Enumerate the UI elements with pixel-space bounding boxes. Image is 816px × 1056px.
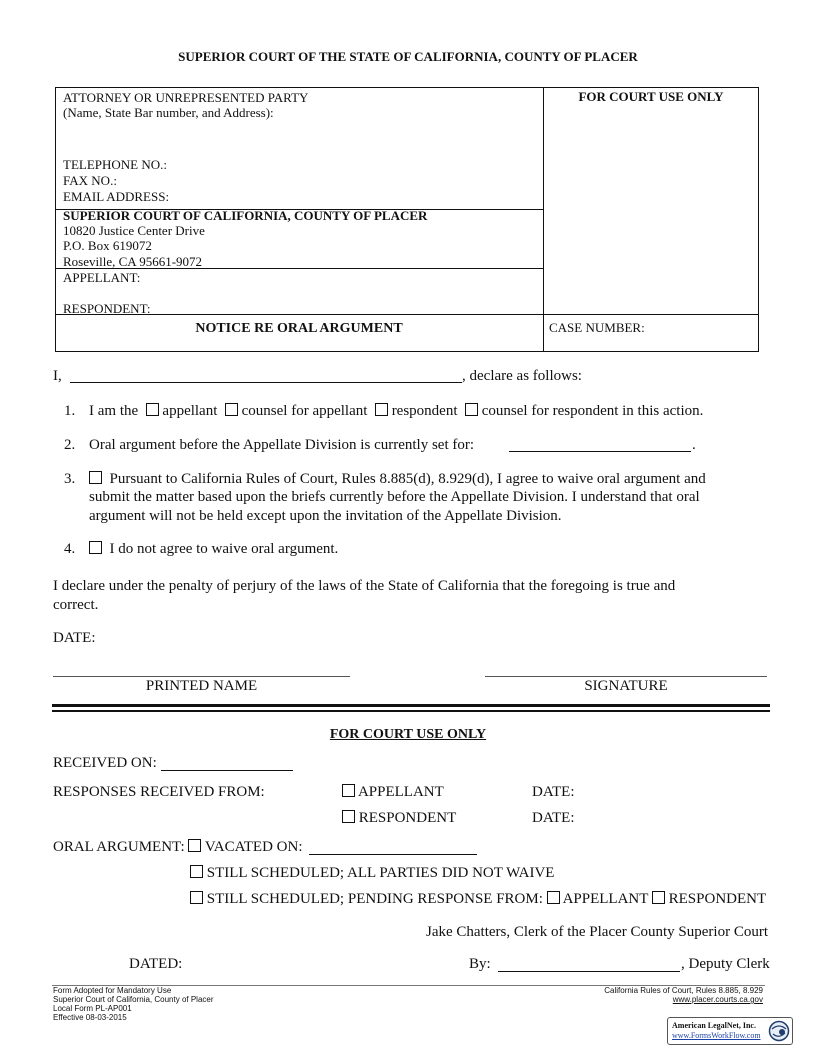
counsel-respondent-checkbox[interactable]	[465, 403, 478, 416]
telephone-label: TELEPHONE NO.:	[63, 157, 167, 172]
declarant-name-field[interactable]	[70, 382, 462, 383]
attorney-label: ATTORNEY OR UNREPRESENTED PARTY	[63, 90, 309, 105]
appellant-checkbox[interactable]	[146, 403, 159, 416]
counsel-respondent-label: counsel for respondent in this action.	[481, 403, 704, 419]
fax-label: FAX NO.:	[63, 173, 117, 188]
footer-left-4: Effective 08-03-2015	[53, 1013, 127, 1022]
footer-left-1: Form Adopted for Mandatory Use	[53, 986, 172, 995]
received-on-label: RECEIVED ON:	[53, 755, 157, 771]
response-date-2-label: DATE:	[532, 810, 575, 826]
response-appellant-checkbox[interactable]	[342, 784, 355, 797]
vacated-on-label: VACATED ON:	[204, 839, 303, 855]
item-3-line-3: argument will not be held except upon the invitation of the Appellate Division.	[89, 508, 562, 524]
form-title: NOTICE RE ORAL ARGUMENT	[195, 321, 403, 336]
oral-argument-date-field[interactable]	[509, 451, 691, 452]
responses-from-label: RESPONSES RECEIVED FROM:	[53, 784, 265, 800]
logo-company-name: American LegalNet, Inc.	[672, 1021, 756, 1030]
court-use-only-label: FOR COURT USE ONLY	[578, 89, 724, 104]
footer-left-3: Local Form PL-AP001	[53, 1004, 132, 1013]
respondent-checkbox[interactable]	[375, 403, 388, 416]
item-3-number: 3.	[64, 471, 76, 487]
counsel-appellant-label: counsel for appellant	[241, 403, 368, 419]
item-1-number: 1.	[64, 403, 76, 419]
declarant-prefix: I,	[53, 368, 62, 384]
deputy-clerk-label: , Deputy Clerk	[681, 956, 770, 972]
appellant-option-label: appellant	[162, 403, 218, 419]
legalnet-logo[interactable]	[667, 1017, 793, 1045]
case-number-label: CASE NUMBER:	[549, 320, 645, 335]
waive-checkbox[interactable]	[89, 471, 102, 484]
item-3-line-1-row	[89, 471, 706, 488]
item-2-period: .	[692, 437, 696, 453]
declare-suffix: , declare as follows:	[462, 368, 582, 384]
response-date-1-label: DATE:	[532, 784, 575, 800]
footer-right-1: California Rules of Court, Rules 8.885, 8.929	[604, 986, 763, 995]
still-pending-label: STILL SCHEDULED; PENDING RESPONSE FROM:	[206, 891, 543, 907]
pending-respondent-checkbox[interactable]	[652, 891, 665, 904]
still-no-waive-label: STILL SCHEDULED; ALL PARTIES DID NOT WAIVE	[206, 865, 555, 881]
respondent-label: RESPONDENT:	[63, 301, 151, 316]
court-address-3: Roseville, CA 95661-9072	[63, 254, 203, 269]
footer-right-2[interactable]: www.placer.courts.ca.gov	[672, 995, 763, 1004]
court-address-1: 10820 Justice Center Drive	[63, 223, 205, 238]
item-1-row	[89, 403, 703, 420]
oral-argument-row	[53, 839, 303, 856]
court-address-2: P.O. Box 619072	[63, 238, 152, 253]
response-appellant-row	[342, 784, 444, 801]
item-4-number: 4.	[64, 541, 76, 557]
perjury-line-1: I declare under the penalty of perjury of the laws of the State of California that the foregoing is true and	[53, 578, 676, 594]
pending-appellant-checkbox[interactable]	[547, 891, 560, 904]
item-2-number: 2.	[64, 437, 76, 453]
page-title: SUPERIOR COURT OF THE STATE OF CALIFORNIA, COUNTY OF PLACER	[178, 49, 638, 64]
item-3-line-2: submit the matter based upon the briefs currently before the Appellate Division. I understand that oral	[89, 489, 700, 505]
item-4-row	[89, 541, 338, 558]
still-pending-row	[190, 891, 766, 908]
court-name: SUPERIOR COURT OF CALIFORNIA, COUNTY OF PLACER	[63, 208, 428, 223]
deputy-clerk-signature-field[interactable]	[498, 971, 680, 972]
appellant-label: APPELLANT:	[63, 270, 141, 285]
by-label: By:	[469, 956, 491, 972]
logo-website: www.FormsWorkFlow.com	[672, 1031, 761, 1040]
still-no-waive-row	[190, 865, 554, 882]
not-waive-checkbox[interactable]	[89, 541, 102, 554]
still-no-waive-checkbox[interactable]	[190, 865, 203, 878]
email-label: EMAIL ADDRESS:	[63, 189, 170, 204]
printed-name-field[interactable]	[53, 676, 350, 677]
dated-label: DATED:	[129, 956, 183, 972]
response-respondent-checkbox[interactable]	[342, 810, 355, 823]
vacated-checkbox[interactable]	[188, 839, 201, 852]
caption-divider	[543, 87, 544, 352]
counsel-appellant-checkbox[interactable]	[225, 403, 238, 416]
item-4-text: I do not agree to waive oral argument.	[109, 541, 339, 557]
perjury-line-2: correct.	[53, 597, 99, 613]
pending-respondent-label: RESPONDENT	[668, 891, 767, 907]
printed-name-label: PRINTED NAME	[145, 678, 258, 694]
clerk-name: Jake Chatters, Clerk of the Placer County Superior Court	[425, 924, 768, 940]
item-3-line-1: Pursuant to California Rules of Court, Rules 8.885(d), 8.929(d), I agree to waive oral argument and	[109, 471, 706, 487]
response-respondent-label: RESPONDENT	[358, 810, 457, 826]
response-respondent-row	[342, 810, 456, 827]
pending-appellant-label: APPELLANT	[562, 891, 649, 907]
vacated-on-field[interactable]	[309, 854, 477, 855]
signature-label: SIGNATURE	[584, 678, 668, 694]
item-1-lead: I am the	[89, 403, 139, 419]
globe-icon	[768, 1020, 790, 1042]
respondent-option-label: respondent	[391, 403, 458, 419]
section-divider	[52, 704, 770, 707]
signature-field[interactable]	[485, 676, 767, 677]
footer-left-2: Superior Court of California, County of Placer	[53, 995, 214, 1004]
attorney-sub-label: (Name, State Bar number, and Address):	[63, 105, 274, 120]
oral-argument-label: ORAL ARGUMENT:	[53, 839, 185, 855]
still-pending-checkbox[interactable]	[190, 891, 203, 904]
item-2-text: Oral argument before the Appellate Division is currently set for:	[89, 437, 475, 453]
court-use-title: FOR COURT USE ONLY	[329, 727, 487, 742]
received-on-field[interactable]	[161, 770, 293, 771]
date-label: DATE:	[53, 630, 96, 646]
response-appellant-label: APPELLANT	[357, 784, 444, 800]
